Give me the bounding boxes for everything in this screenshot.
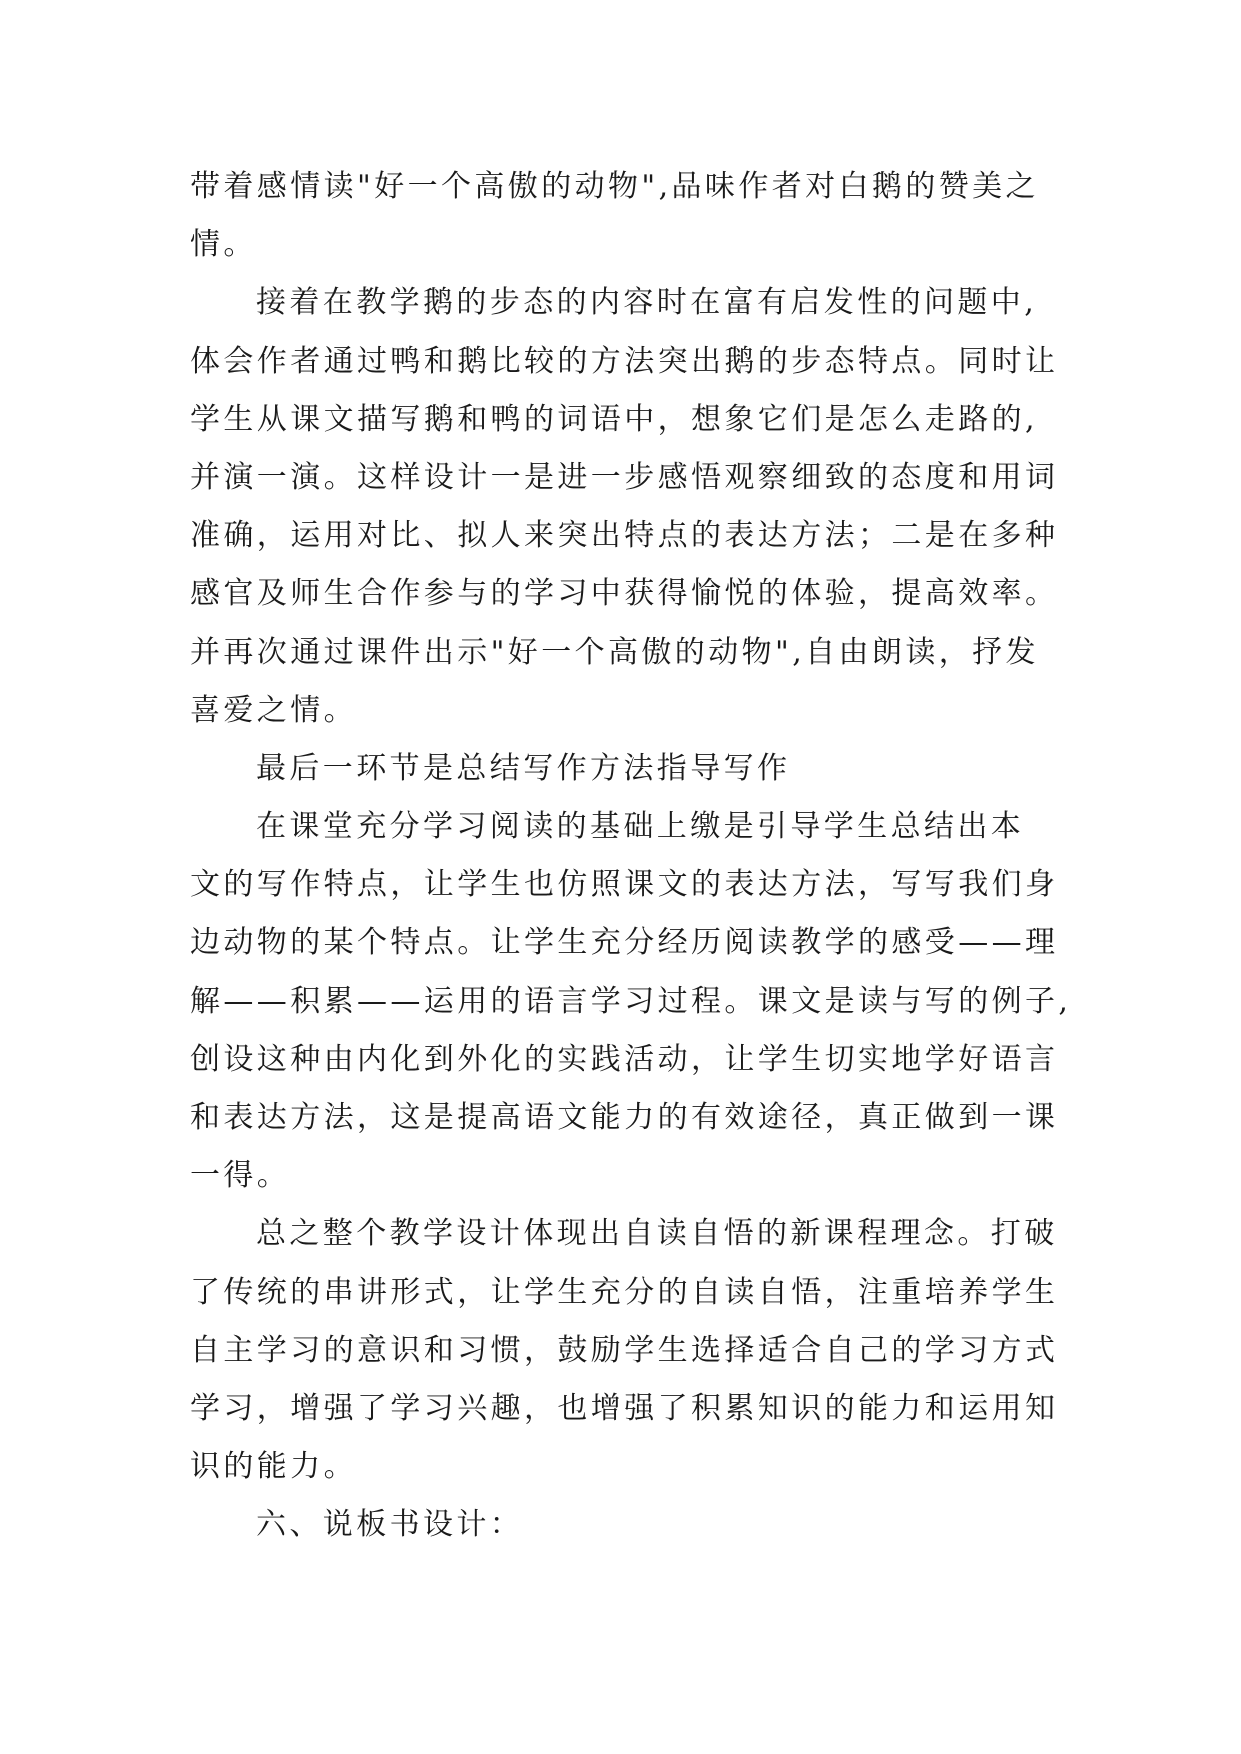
- text-line: 接着在教学鹅的步态的内容时在富有启发性的问题中,: [256, 285, 1038, 321]
- text-line: 边动物的某个特点。让学生充分经历阅读教学的感受——理: [190, 925, 1059, 961]
- text-line: 体会作者通过鸭和鹅比较的方法突出鹅的步态特点。同时让: [190, 343, 1059, 379]
- text-line: 创设这种由内化到外化的实践活动，让学生切实地学好语言: [190, 1041, 1059, 1077]
- text-line: 在课堂充分学习阅读的基础上缴是引导学生总结出本: [256, 809, 1025, 845]
- text-line: 喜爱之情。: [190, 692, 357, 728]
- text-line: 识的能力。: [190, 1449, 357, 1485]
- document-body: [190, 158, 1070, 1555]
- text-line: 情。: [190, 227, 257, 263]
- text-line: 感官及师生合作参与的学习中获得愉悦的体验，提高效率。: [190, 576, 1059, 612]
- text-line: 和表达方法，这是提高语文能力的有效途径，真正做到一课: [190, 1100, 1059, 1135]
- text-line: 了传统的串讲形式，让学生充分的自读自悟，注重培养学生: [190, 1274, 1059, 1310]
- text-line: 文的写作特点，让学生也仿照课文的表达方法，写写我们身: [190, 867, 1059, 903]
- text-line: 六、说板书设计：: [256, 1507, 524, 1543]
- text-line: 一得。: [190, 1158, 291, 1194]
- text-line: 准确，运用对比、拟人来突出特点的表达方法；二是在多种: [190, 518, 1059, 554]
- text-line: 自主学习的意识和习惯，鼓励学生选择适合自己的学习方式: [190, 1332, 1059, 1368]
- text-line: 学生从课文描写鹅和鸭的词语中，想象它们是怎么走路的,: [190, 401, 1038, 437]
- text-line: 并演一演。这样设计一是进一步感悟观察细致的态度和用词: [190, 459, 1059, 495]
- text-line: 解——积累——运用的语言学习过程。课文是读与写的例子,: [190, 983, 1072, 1019]
- text-line: 学习，增强了学习兴趣，也增强了积累知识的能力和运用知: [190, 1390, 1059, 1426]
- text-line: 并再次通过课件出示"好一个高傲的动物",自由朗读，抒发: [190, 634, 1039, 670]
- text-line: 带着感情读"好一个高傲的动物",品味作者对白鹅的赞美之: [190, 169, 1039, 204]
- text-line: 最后一环节是总结写作方法指导写作: [256, 750, 791, 786]
- text-line: 总之整个教学设计体现出自读自悟的新课程理念。打破: [256, 1216, 1058, 1252]
